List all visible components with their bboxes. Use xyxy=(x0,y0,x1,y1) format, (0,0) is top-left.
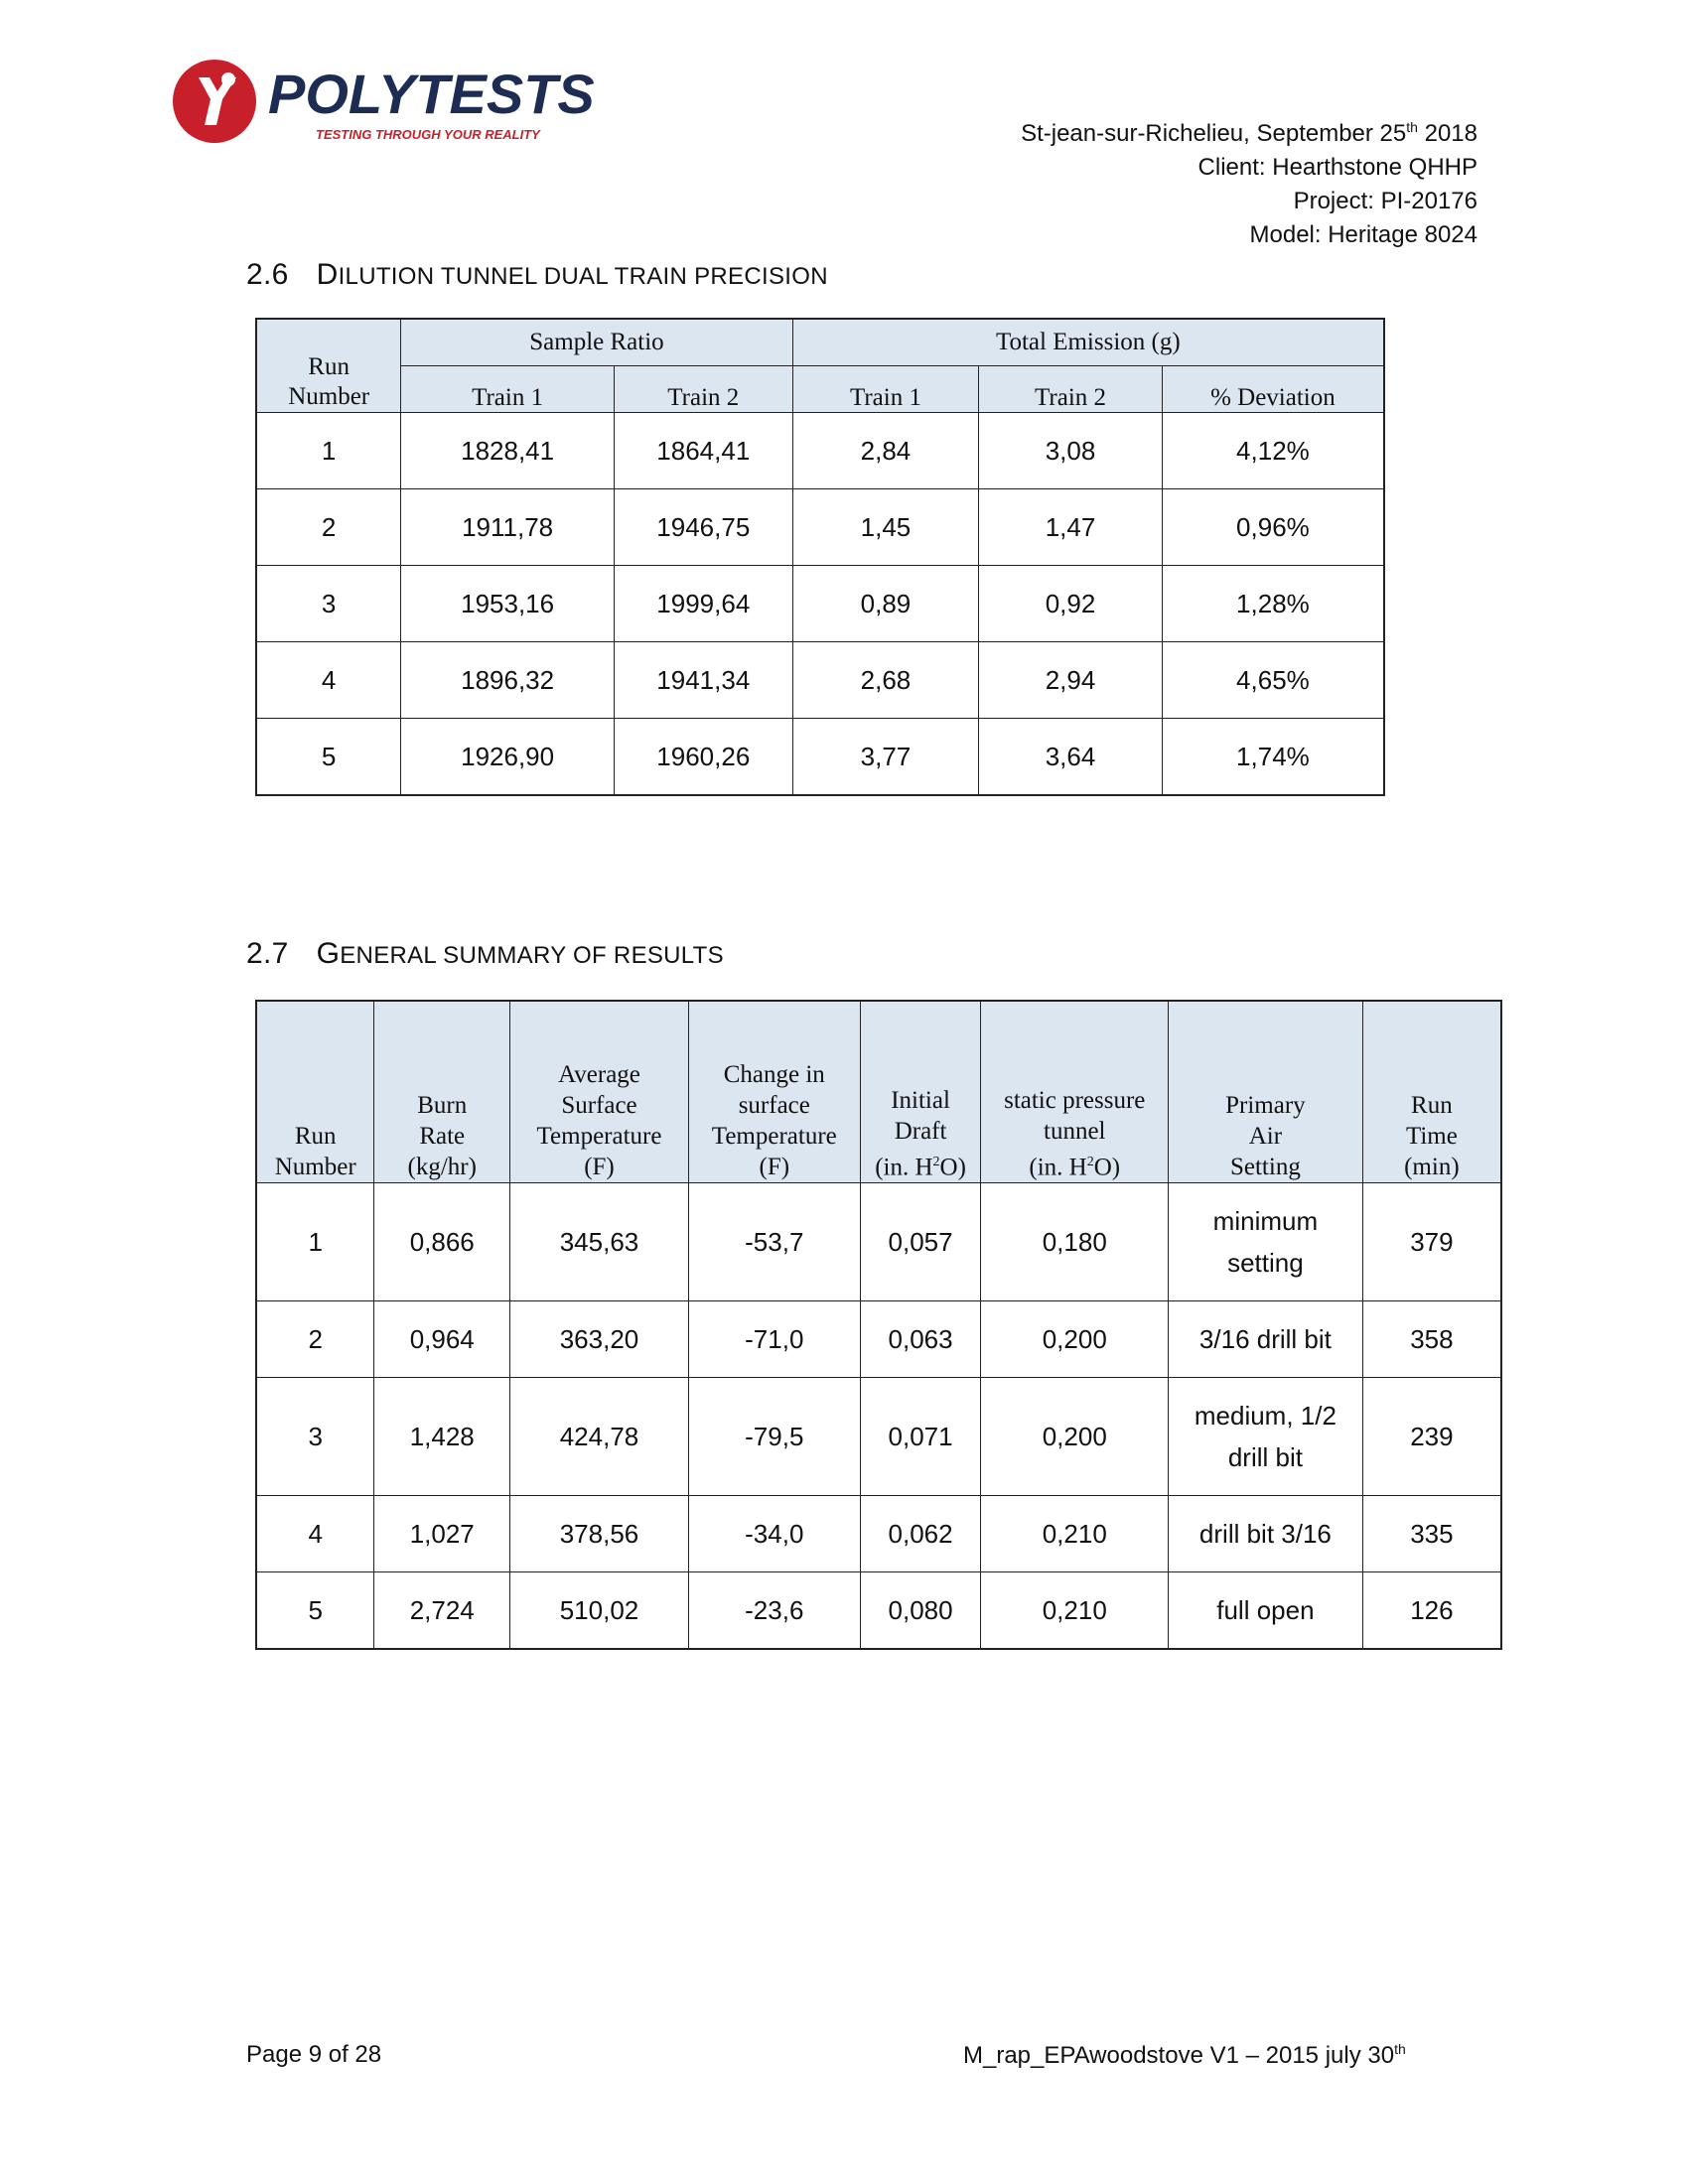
table-cell: 5 xyxy=(256,1572,374,1650)
logo-tagline: TESTING THROUGH YOUR REALITY xyxy=(316,127,540,142)
initial-draft-header: Initial Draft (in. $H^2O$) xyxy=(860,1001,981,1183)
table-row xyxy=(256,1301,1501,1378)
table-cell: 0,96% xyxy=(1162,489,1384,566)
table-cell: 4,65% xyxy=(1162,642,1384,719)
table-cell: 510,02 xyxy=(510,1572,689,1650)
client-line: Client: Hearthstone QHHP xyxy=(1197,154,1477,181)
table-cell: 3,08 xyxy=(979,413,1163,489)
table-cell: 2,724 xyxy=(374,1572,510,1650)
location-date: St-jean-sur-Richelieu, September 25th 2018 xyxy=(1021,119,1477,147)
table-cell: 0,210 xyxy=(981,1572,1169,1650)
table-cell: 1960,26 xyxy=(614,719,792,796)
table-row xyxy=(256,566,1384,642)
table-cell: 3,64 xyxy=(979,719,1163,796)
table-cell: 0,200 xyxy=(981,1378,1169,1496)
section-2-7-title: 2.7 GENERAL SUMMARY OF RESULTS xyxy=(246,937,724,970)
table-cell: 2 xyxy=(256,1301,374,1378)
table-row xyxy=(256,642,1384,719)
polytests-logo xyxy=(169,56,626,147)
table-cell: 3,77 xyxy=(792,719,979,796)
table-cell: medium, 1/2 drill bit xyxy=(1169,1378,1363,1496)
table-cell: 1926,90 xyxy=(401,719,615,796)
document-reference: M_rap_EPAwoodstove V1 – 2015 july 30th xyxy=(963,2041,1406,2069)
table-cell: 5 xyxy=(256,719,401,796)
table-row xyxy=(256,489,1384,566)
table-cell: 126 xyxy=(1362,1572,1501,1650)
table-row xyxy=(256,1183,1501,1301)
table-cell: minimum setting xyxy=(1169,1183,1363,1301)
change-surface-temp-header: Change in surface Temperature (F) xyxy=(688,1001,860,1183)
run-number-header: Run Number xyxy=(256,1001,374,1183)
table-cell: -23,6 xyxy=(688,1572,860,1650)
table-cell: 0,071 xyxy=(860,1378,981,1496)
header-info xyxy=(1021,117,1477,252)
table-cell: 0,964 xyxy=(374,1301,510,1378)
table-cell: 2,84 xyxy=(792,413,979,489)
table-cell: drill bit 3/16 xyxy=(1169,1496,1363,1572)
table-cell: 1911,78 xyxy=(401,489,615,566)
table-cell: 0,92 xyxy=(979,566,1163,642)
table-cell: 0,080 xyxy=(860,1572,981,1650)
table-row xyxy=(256,1572,1501,1650)
table-cell: 2,68 xyxy=(792,642,979,719)
burn-rate-header: Burn Rate (kg/hr) xyxy=(374,1001,510,1183)
project-line: Project: PI-20176 xyxy=(1293,188,1477,214)
table-cell: 0,062 xyxy=(860,1496,981,1572)
dual-train-precision-table xyxy=(255,318,1385,796)
run-time-header: Run Time (min) xyxy=(1362,1001,1501,1183)
table-row xyxy=(256,1378,1501,1496)
sr-train2-header: Train 2 xyxy=(614,366,792,413)
section-2-6-title: 2.6 DILUTION TUNNEL DUAL TRAIN PRECISION xyxy=(246,258,828,291)
table-cell: -34,0 xyxy=(688,1496,860,1572)
summary-results-table xyxy=(255,1000,1502,1650)
table-cell: 1 xyxy=(256,1183,374,1301)
table-cell: 1 xyxy=(256,413,401,489)
table-cell: 345,63 xyxy=(510,1183,689,1301)
table-cell: 1,45 xyxy=(792,489,979,566)
table-cell: 3 xyxy=(256,1378,374,1496)
table-cell: 379 xyxy=(1362,1183,1501,1301)
deviation-header: % Deviation xyxy=(1162,366,1384,413)
table-cell: 4 xyxy=(256,642,401,719)
te-train1-header: Train 1 xyxy=(792,366,979,413)
table-cell: 0,057 xyxy=(860,1183,981,1301)
table-cell: 1828,41 xyxy=(401,413,615,489)
table-cell: 2 xyxy=(256,489,401,566)
table-header-row xyxy=(256,1001,1501,1183)
logo-brand: POLYTESTS xyxy=(268,63,595,125)
table-cell: 378,56 xyxy=(510,1496,689,1572)
run-number-header: Run Number xyxy=(256,319,401,413)
table-cell: -53,7 xyxy=(688,1183,860,1301)
primary-air-header: Primary Air Setting xyxy=(1169,1001,1363,1183)
table-cell: 4 xyxy=(256,1496,374,1572)
table-cell: 1946,75 xyxy=(614,489,792,566)
table-cell: 239 xyxy=(1362,1378,1501,1496)
static-pressure-header: static pressure tunnel (in. $H^2O$) xyxy=(981,1001,1169,1183)
table-cell: 1,027 xyxy=(374,1496,510,1572)
te-train2-header: Train 2 xyxy=(979,366,1163,413)
table-header-row xyxy=(256,319,1384,366)
table-cell: 0,200 xyxy=(981,1301,1169,1378)
table-cell: -79,5 xyxy=(688,1378,860,1496)
table-cell: 3 xyxy=(256,566,401,642)
table-subheader-row xyxy=(256,366,1384,413)
table-cell: 0,210 xyxy=(981,1496,1169,1572)
sr-train1-header: Train 1 xyxy=(401,366,615,413)
table-cell: 1,74% xyxy=(1162,719,1384,796)
table-cell: 2,94 xyxy=(979,642,1163,719)
table-cell: 1941,34 xyxy=(614,642,792,719)
table-cell: 1896,32 xyxy=(401,642,615,719)
avg-surface-temp-header: Average Surface Temperature (F) xyxy=(510,1001,689,1183)
table-cell: 358 xyxy=(1362,1301,1501,1378)
table-cell: 0,89 xyxy=(792,566,979,642)
table-cell: full open xyxy=(1169,1572,1363,1650)
model-line: Model: Heritage 8024 xyxy=(1249,221,1477,248)
table-cell: 1,428 xyxy=(374,1378,510,1496)
table-cell: 1864,41 xyxy=(614,413,792,489)
table-cell: 3/16 drill bit xyxy=(1169,1301,1363,1378)
table-cell: 1953,16 xyxy=(401,566,615,642)
table-cell: 0,180 xyxy=(981,1183,1169,1301)
table-cell: 0,063 xyxy=(860,1301,981,1378)
total-emission-header: Total Emission (g) xyxy=(792,319,1384,366)
table-cell: 1,28% xyxy=(1162,566,1384,642)
table-row xyxy=(256,1496,1501,1572)
table-cell: 1999,64 xyxy=(614,566,792,642)
table-cell: 335 xyxy=(1362,1496,1501,1572)
table-cell: 1,47 xyxy=(979,489,1163,566)
table-cell: 0,866 xyxy=(374,1183,510,1301)
page-number: Page 9 of 28 xyxy=(246,2041,382,2068)
table-cell: 363,20 xyxy=(510,1301,689,1378)
table-cell: 424,78 xyxy=(510,1378,689,1496)
table-row xyxy=(256,413,1384,489)
table-cell: -71,0 xyxy=(688,1301,860,1378)
table-cell: 4,12% xyxy=(1162,413,1384,489)
sample-ratio-header: Sample Ratio xyxy=(401,319,792,366)
table-row xyxy=(256,719,1384,796)
